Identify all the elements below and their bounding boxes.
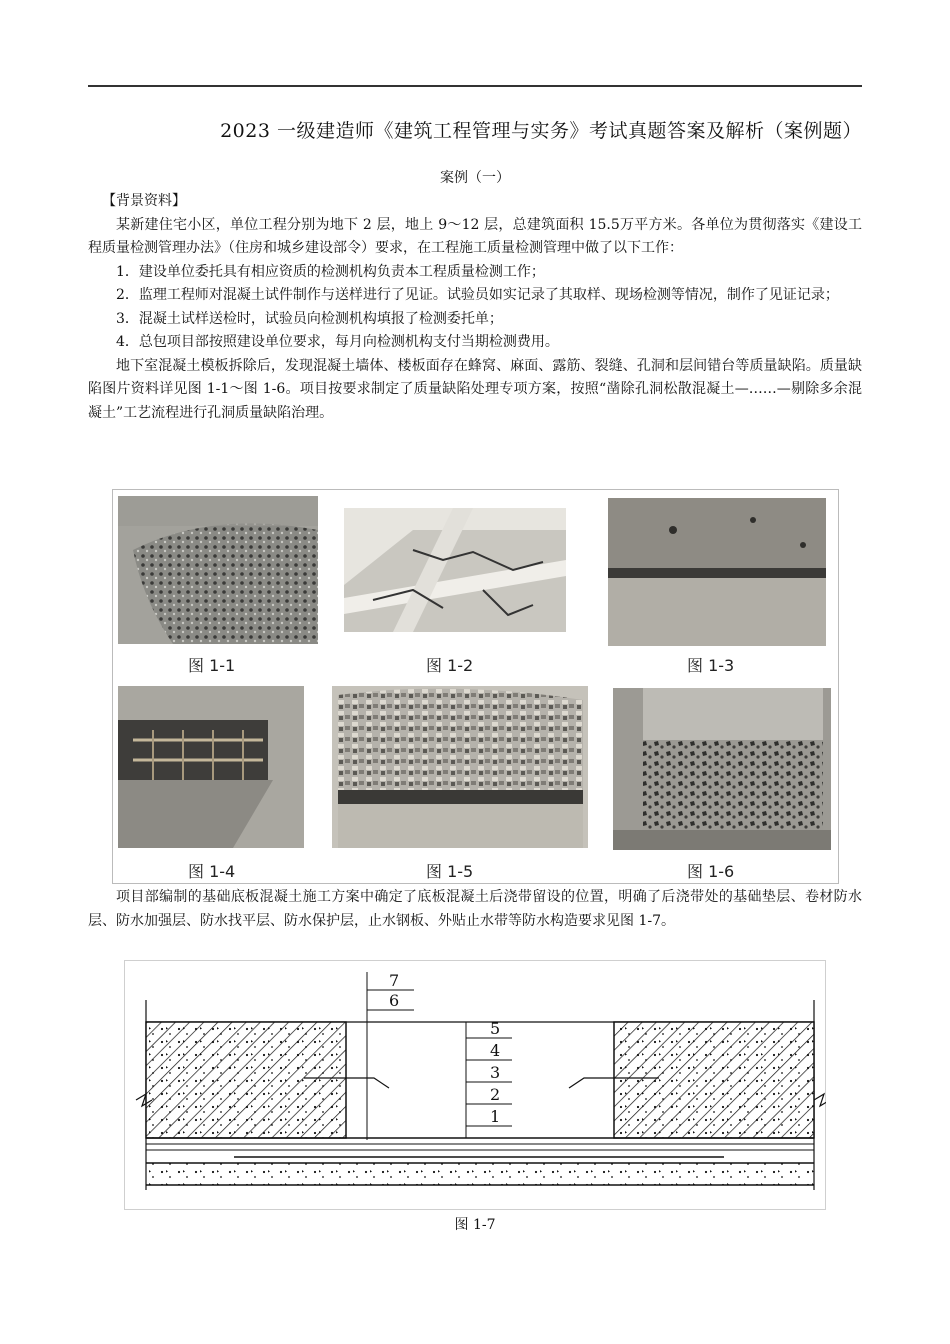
photo-caption: 图 1-4 xyxy=(188,862,236,881)
paragraph: 3．混凝土试样送检时，试验员向检测机构填报了检测委托单； xyxy=(116,310,503,327)
background-section xyxy=(88,190,862,425)
post-pour-strip-diagram xyxy=(124,960,826,1210)
photo-caption: 图 1-3 xyxy=(687,656,735,675)
photo-caption: 图 1-6 xyxy=(687,862,735,881)
paragraph xyxy=(88,886,862,933)
photo-1-1 xyxy=(118,496,318,644)
photo-caption: 图 1-2 xyxy=(426,656,474,675)
diagram-label: 4 xyxy=(490,1041,501,1060)
paragraph-text: 项目部编制的基础底板混凝土施工方案中确定了底板混凝土后浇带留设的位置，明确了后浇带处的基础垫层、卷材防水层、防水加强层、防水找平层、防水保护层，止水钢板、外贴止水带等防水构造要求见图 1-7。 xyxy=(88,889,862,929)
case-heading: 案例（一） xyxy=(440,170,510,186)
figure-caption: 图 1-7 xyxy=(454,1217,496,1233)
diagram-label: 7 xyxy=(389,971,400,990)
photo-1-2 xyxy=(344,508,566,632)
diagram-label: 1 xyxy=(490,1107,501,1126)
diagram-label: 3 xyxy=(490,1063,501,1082)
photo-1-6 xyxy=(613,688,831,850)
paragraph: 4．总包项目部按照建设单位要求，每月向检测机构支付当期检测费用。 xyxy=(116,334,559,350)
paragraph: 2．监理工程师对混凝土试件制作与送样进行了见证。试验员如实记录了其取样、现场检测等情况，制作了见证记录； xyxy=(116,287,839,303)
photo-caption: 图 1-5 xyxy=(426,862,474,881)
paragraph: 地下室混凝土模板拆除后，发现混凝土墙体、楼板面存在蜂窝、麻面、露筋、裂缝、孔洞和层间错台等质量缺陷。质量缺陷图片资料详见图 1-1～图 1-6。项目按要求制定了质量缺陷处理专项方案，按照“凿除孔洞松散混凝土—……—剔除多余混凝土”工艺流程进行孔洞质量缺陷治理。 xyxy=(88,357,862,421)
page-title: 2023 一级建造师《建筑工程管理与实务》考试真题答案及解析（案例题） xyxy=(220,120,862,142)
diagram-svg xyxy=(124,960,826,1210)
paragraph: 1．建设单位委托具有相应资质的检测机构负责本工程质量检测工作； xyxy=(116,263,545,280)
diagram-label: 2 xyxy=(490,1085,501,1104)
defect-photo-grid xyxy=(112,489,839,884)
photo-1-3 xyxy=(608,498,826,646)
header-rule xyxy=(88,85,862,87)
diagram-label: 6 xyxy=(389,991,400,1010)
photo-1-4 xyxy=(118,686,304,848)
section-label: 【背景资料】 xyxy=(102,193,186,209)
diagram-label: 5 xyxy=(490,1019,501,1038)
paragraph: 某新建住宅小区，单位工程分别为地下 2 层，地上 9～12 层，总建筑面积 15.5万平方米。各单位为贯彻落实《建设工程质量检测管理办法》（住房和城乡建设部令）要求，在工程施工质量检测管理中做了以下工作： xyxy=(88,216,862,256)
photo-1-5 xyxy=(332,686,588,848)
photo-illustrations xyxy=(113,490,838,883)
photo-caption: 图 1-1 xyxy=(188,656,236,675)
